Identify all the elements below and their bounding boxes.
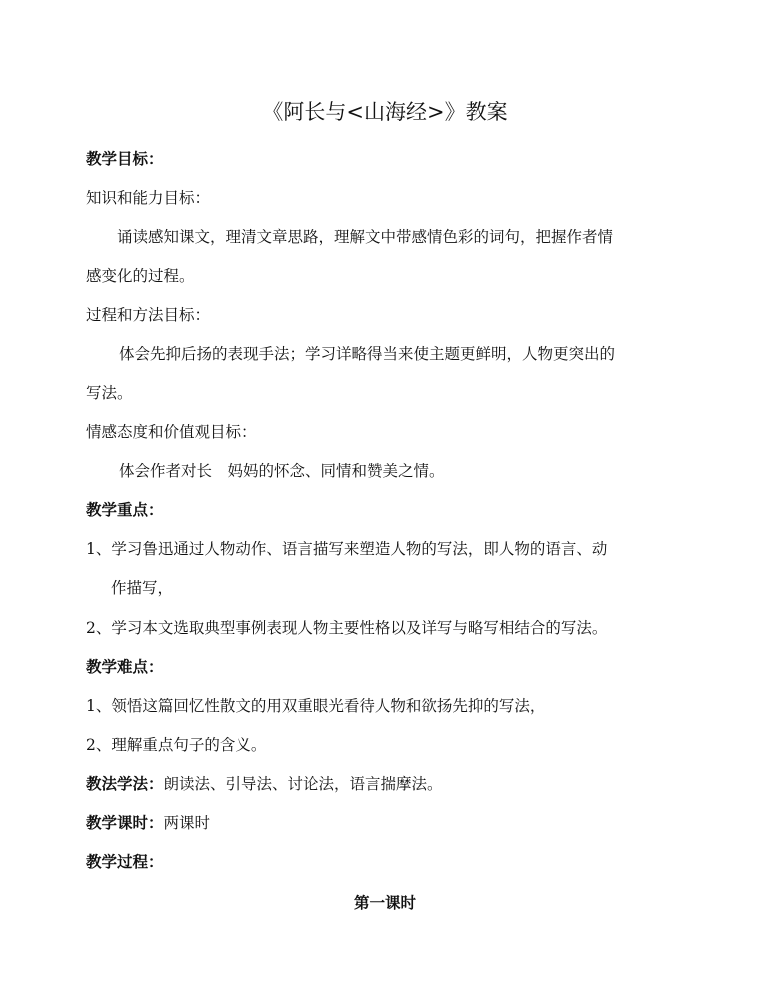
class-hours-value: 两课时 [163,814,211,832]
emotion-text: 体会作者对长 妈妈的怀念、同情和赞美之情。 [119,462,445,480]
process-method-text-line-2: 写法。 [86,384,133,402]
teaching-methods-label: 教法学法： [86,774,164,793]
teaching-methods [86,774,443,794]
knowledge-heading: 知识和能力目标： [86,189,211,207]
first-lesson-heading: 第一课时 [353,893,416,912]
class-hours [86,813,210,833]
key-point-1-line-1: 1、学习鲁迅通过人物动作、语言描写来塑造人物的写法，即人物的语言、动 [86,540,608,558]
objectives-heading: 教学目标： [86,149,164,168]
difficult-point-1: 1、领悟这篇回忆性散文的用双重眼光看待人物和欲扬先抑的写法， [86,697,546,715]
key-point-1-line-2: 作描写， [111,579,174,597]
class-hours-label: 教学课时： [86,813,164,832]
key-points-heading: 教学重点： [86,500,164,519]
knowledge-text-line-1: 诵读感知课文，理清文章思路，理解文中带感情色彩的词句，把握作者情 [117,228,614,246]
key-point-2: 2、学习本文选取典型事例表现人物主要性格以及详写与略写相结合的写法。 [86,619,608,637]
difficult-points-heading: 教学难点： [86,657,164,676]
teaching-process-heading: 教学过程： [86,852,164,871]
process-method-text-line-1: 体会先抑后扬的表现手法；学习详略得当来使主题更鲜明，人物更突出的 [119,345,616,363]
document-title: 《阿长与<山海经>》教案 [262,100,508,124]
difficult-point-2: 2、理解重点句子的含义。 [86,736,267,754]
teaching-methods-value: 朗读法、引导法、讨论法，语言揣摩法。 [163,775,443,793]
process-method-heading: 过程和方法目标： [86,306,211,324]
knowledge-text-line-2: 感变化的过程。 [86,267,195,285]
emotion-heading: 情感态度和价值观目标： [86,423,257,441]
